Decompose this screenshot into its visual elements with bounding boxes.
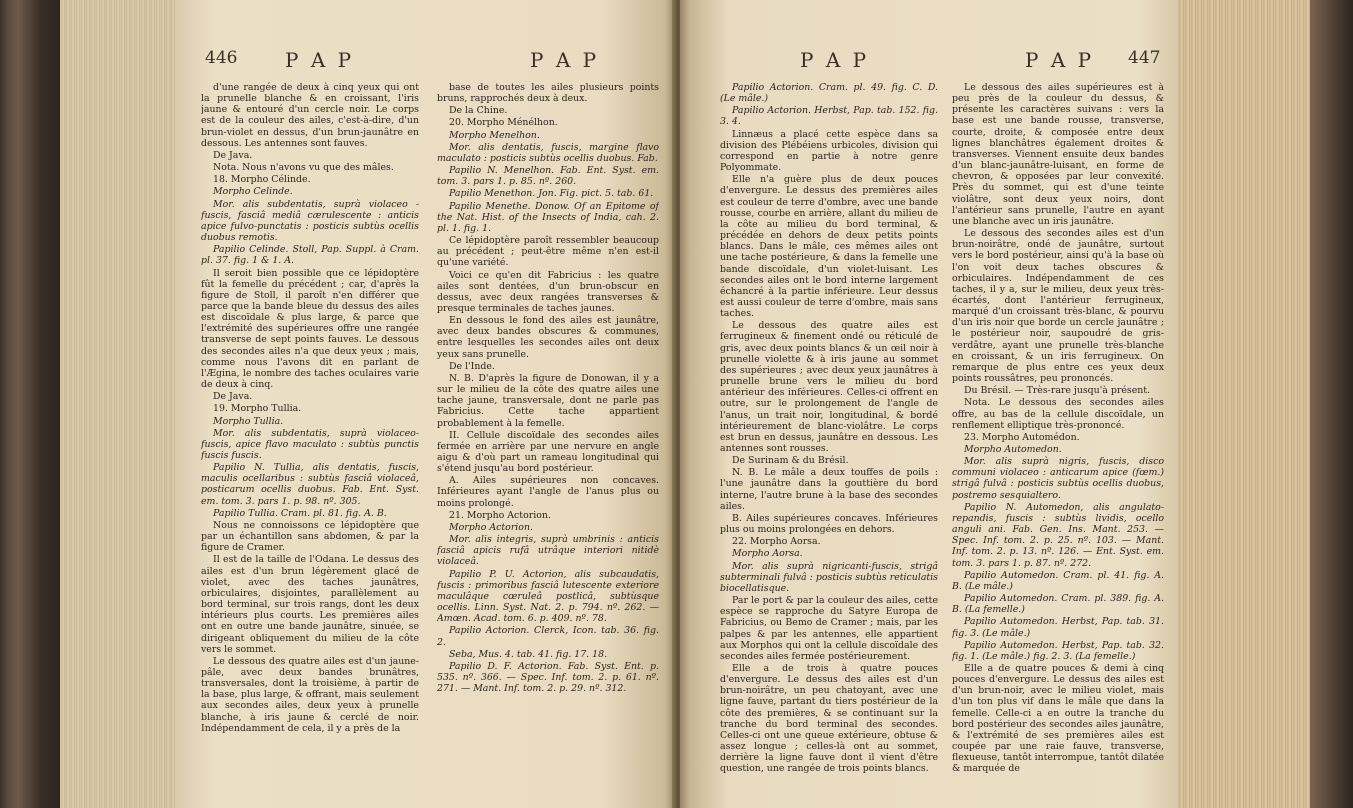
paragraph: Seba, Mus. 4. tab. 41. fig. 17. 18. xyxy=(449,648,608,660)
paragraph: Le dessous des ailes supérieures est à peu près de la couleur du dessus, & présente les caractères suivans : vers la base est une bande rousse, transverse, courte, droite, & composée entre deux lignes blanchâtres également droites & transverses. Viennent ensuite deux bandes d'un blanc-jaunâtre-luisant, en forme de chevron, & opposées par leur convexité. Près du sommet, qui est d'une teinte violâtre, sont deux yeux noirs, dont l'antérieur sans prunelle, l'autre en ayant une blanche avec un iris jaunâtre. xyxy=(952,82,1164,227)
right-page-column-2 xyxy=(952,82,1164,794)
paragraph: Papilio Tullia. Cram. pl. 81. fig. A. B. xyxy=(213,507,387,519)
paragraph: Papilio Automedon. Cram. pl. 389. fig. A. B. (La femelle.) xyxy=(952,593,1164,616)
paragraph: 19. Morpho Tullia. xyxy=(213,403,302,415)
paragraph: 23. Morpho Automédon. xyxy=(964,431,1080,443)
paragraph: Papilio P. U. Actorion, alis subcaudatis, fuscis : primoribus fasciâ lutescente exteriore maculâque cœruleâ postlicâ, subtùsque ocellis. Linn. Syst. Nat. 2. p. 794. nº. 262. — Amœn. Acad. tom. 6. p. 409. nº. 78. xyxy=(437,568,659,625)
paragraph: base de toutes les ailes plusieurs points bruns, rapprochés deux à deux. xyxy=(437,82,659,105)
paragraph: N. B. Le mâle a deux touffes de poils : l'une jaunâtre dans la gouttière du bord interne, l'autre brune à la base des secondes ailes. xyxy=(720,467,938,512)
paragraph: Nota. Nous n'avons vu que des mâles. xyxy=(213,162,394,174)
left-page-column-2 xyxy=(437,82,659,794)
left-page-column-1 xyxy=(201,82,419,794)
paragraph: De Java. xyxy=(213,391,253,403)
paragraph: Nota. Le dessous des secondes ailes offre, au bas de la cellule discoïdale, un renflement elliptique très-prononcé. xyxy=(952,397,1164,431)
paragraph: Mor. alis subdentatis, suprà violaceo-fuscis, apice flavo maculato : subtùs punctis fuscis fuscis. xyxy=(201,427,419,461)
paragraph: II. Cellule discoïdale des secondes ailes fermée en arrière par une nervure en angle aigu & d'où part un rameau longitudinal qui s'étend jusqu'au bord postérieur. xyxy=(437,429,659,475)
paragraph: Morpho Actorion. xyxy=(449,521,533,533)
paragraph: Nous ne connoissons ce lépidoptère que par un échantillon sans abdomen, & par la figure de Cramer. xyxy=(201,519,419,554)
paragraph: Morpho Aorsa. xyxy=(732,548,803,560)
paragraph: Ce lépidoptère paroît ressembler beaucoup au précédent ; peut-être même n'en est-il qu'une variété. xyxy=(437,235,659,269)
paragraph: 22. Morpho Aorsa. xyxy=(732,536,821,548)
paragraph: Mor. alis suprà nigris, fuscis, disco communi violaceo : anticarum apice (fœm.) strigâ fulvâ : posticis subtùs ocellis duobus, postremo sesquialtero. xyxy=(952,456,1164,501)
paragraph: Mor. alis subdentatis, suprà violaceo - fuscis, fasciâ mediâ cærulescente : anticis apice fulvo-punctatis : posticis subtùs ocellis duobus remotis. xyxy=(201,198,419,244)
paragraph: Le dessous des quatre ailes est ferrugineux & finement ondé ou réticulé de gris, avec deux points blancs & un œil noir à prunelle violette & à iris jaune au sommet des supérieures ; avec deux yeux jaunâtres à prunelle brune vers le milieu du bord antérieur des inférieures. Celles-ci offrent en outre, sur le prolongement de l'angle de l'anus, un trait noir, longitudinal, & bordé intérieurement de blanc-violâtre. Le corps est brun en dessus, jaunâtre en dessous. Les antennes sont rousses. xyxy=(720,320,938,454)
paragraph: De l'Inde. xyxy=(449,360,495,372)
running-head-left-2: P A P xyxy=(530,48,600,72)
paragraph: Du Brésil. — Très-rare jusqu'à présent. xyxy=(964,385,1151,397)
paragraph: Papilio Automedon. Herbst, Pap. tab. 32. fig. 1. (Le mâle.) fig. 2. 3. (La femelle.) xyxy=(952,639,1164,662)
paragraph: Morpho Automedon. xyxy=(964,444,1062,455)
paragraph: N. B. D'après la figure de Donowan, il y a sur le milieu de la côte des quatre ailes une tache jaune, transversale, dont ne parle pas Fabricius. Cette tache appartient probablement à la femelle. xyxy=(437,372,659,429)
paragraph: Papilio Actorion. Herbst, Pap. tab. 152. fig. 3. 4. xyxy=(720,105,938,128)
right-cover xyxy=(1310,0,1353,808)
paragraph: Elle a de trois à quatre pouces d'envergure. Le dessus des ailes est d'un brun-noirâtre, un peu chatoyant, avec une ligne fauve, partant du tiers postérieur de la côte des premières, & se continuant sur la tranche du bord terminal des secondes. Celles-ci ont une queue extérieure, obtuse & assez longue ; celles-là ont au sommet, derrière la ligne fauve dont il vient d'être question, une rangée de trois points blancs. xyxy=(720,662,938,775)
paragraph: De Java. xyxy=(213,149,253,161)
paragraph: B. Ailes supérieures concaves. Inférieures plus ou moins prolongées en dehors. xyxy=(720,512,938,536)
paragraph: Morpho Menelhon. xyxy=(449,129,540,141)
paragraph: Papilio Menethon. Jon. Fig. pict. 5. tab. 61. xyxy=(449,188,654,200)
paragraph: Papilio Actorion. Clerck, Icon. tab. 36. fig. 2. xyxy=(437,625,659,648)
paragraph: d'une rangée de deux à cinq yeux qui ont la prunelle blanche & en croissant, l'iris jaune & entouré d'un cercle noir. Le corps est de la couleur des ailes, c'est-à-dire, d'un brun-violet en dessus, d'un brun-jaunâtre en dessous. Les antennes sont fauves. xyxy=(201,82,419,149)
page-number-left: 446 xyxy=(205,48,238,68)
paragraph: Papilio Celinde. Stoll, Pap. Suppl. à Cram. pl. 37. fig. 1 & 1. A. xyxy=(201,244,419,267)
page-number-right: 447 xyxy=(1128,48,1161,68)
paragraph: Papilio N. Tullia, alis dentatis, fuscis, maculis ocellaribus : subtùs fasciâ violaceâ, posticarum ocellis duobus. Fab. Ent. Syst. em. tom. 3. pars 1. p. 98. nº. 305. xyxy=(201,462,419,507)
running-head-right-2: P A P xyxy=(1025,48,1095,72)
running-head-left-1: P A P xyxy=(285,48,355,72)
paragraph: 20. Morpho Ménélhon. xyxy=(449,117,558,129)
paragraph: Mor. alis suprà nigricanti-fuscis, strigâ subterminali fulvâ : posticis subtùs reticulatis biocellatisque. xyxy=(720,560,938,594)
paragraph: 21. Morpho Actorion. xyxy=(449,509,551,521)
paragraph: Le dessous des quatre ailes est d'un jaune-pâle, avec deux bandes brunâtres, transversales, dont la troisième, à partir de la base, plus large, & offrant, mais seulement aux secondes ailes, deux yeux à prunelle blanche, à iris jaune & cerclé de noir. Indépendamment de cela, il y a près de la xyxy=(201,655,419,734)
paragraph: Voici ce qu'en dit Fabricius : les quatre ailes sont dentées, d'un brun-obscur en dessus, avec deux rangées transverses & presque terminales de taches jaunes. xyxy=(437,269,659,314)
paragraph: Mor. alis dentatis, fuscis, margine flavo maculato : posticis subtùs ocellis duobus. Fab. xyxy=(437,141,659,164)
paragraph: Il est de la taille de l'Odana. Le dessus des ailes est d'un brun légèrement glacé de violet, avec des taches jaunâtres, orbiculaires, disjointes, parallèlement au bord terminal, sur trois rangs, dont les deux intérieurs plus courts. Les premières ailes ont en outre une bande jaunâtre, sinuée, se dirigeant obliquement du milieu de la côte vers le sommet. xyxy=(201,554,419,655)
paragraph: Papilio Automedon. Cram. pl. 41. fig. A. B. (Le mâle.) xyxy=(952,569,1164,592)
paragraph: 18. Morpho Célinde. xyxy=(213,174,311,186)
left-page-edges xyxy=(60,0,175,808)
paragraph: De la Chine. xyxy=(449,105,508,117)
running-head-right-1: P A P xyxy=(800,48,870,72)
paragraph: Papilio Actorion. Cram. pl. 49. fig. C. D. (Le mâle.) xyxy=(720,82,938,105)
paragraph: Elle a de quatre pouces & demi à cinq pouces d'envergure. Le dessus des ailes est d'un brun-noir, avec le milieu violet, mais d'un ton plus vif dans le mâle que dans la femelle. Celle-ci a en outre la tranche du bord postérieur des secondes ailes jaunâtre, & l'extrémité de ses premières ailes est coupée par une raie fauve, transverse, flexueuse, tantôt interrompue, tantôt dilatée & marquée de xyxy=(952,662,1164,775)
paragraph: Morpho Tullia. xyxy=(213,415,284,427)
paragraph: Le dessous des secondes ailes est d'un brun-noirâtre, ondé de jaunâtre, surtout vers le bord postérieur, ainsi qu'à la base où l'on voit deux taches obscures & orbiculaires. Indépendamment de ces taches, il y a, sur le milieu, deux yeux très-écartés, dont l'antérieur ferrugineux, marqué d'un croissant très-blanc, & pourvu d'un iris noir que borde un cercle jaunâtre ; le postérieur noir, saupoudré de gris-verdâtre, ayant une prunelle très-blanche en croissant, & un iris ferrugineux. On remarque de plus entre ces yeux deux points roussâtres, peu prononcés. xyxy=(952,228,1164,385)
paragraph: A. Ailes supérieures non concaves. Inférieures ayant l'angle de l'anus plus ou moins prolongé. xyxy=(437,475,659,509)
paragraph: En dessous le fond des ailes est jaunâtre, avec deux bandes obscures & communes, entre lesquelles les secondes ailes ont deux yeux sans prunelle. xyxy=(437,315,659,360)
paragraph: De Surinam & du Brésil. xyxy=(732,455,849,467)
paragraph: Papilio Automedon. Herbst, Pap. tab. 31. fig. 3. (Le mâle.) xyxy=(952,616,1164,639)
paragraph: Papilio N. Menelhon. Fab. Ent. Syst. em. tom. 3. pars 1. p. 85. nº. 260. xyxy=(437,165,659,188)
left-page xyxy=(175,0,675,808)
paragraph: Papilio Menethe. Donow. Of an Epitome of the Nat. Hist. of the Insects of India, cah. 2. pl. 1. fig. 1. xyxy=(437,200,659,234)
right-page xyxy=(680,0,1178,808)
paragraph: Par le port & par la couleur des ailes, cette espèce se rapproche du Satyre Europa de Fabricius, ou Bemo de Cramer ; mais, par les palpes & par les antennes, elle appartient aux Morphos qui ont la cellule discoïdale des secondes ailes fermée postérieurement. xyxy=(720,595,938,662)
paragraph: Elle n'a guère plus de deux pouces d'envergure. Le dessus des premières ailes est couleur de terre d'ombre, avec une bande rousse, courbe en arrière, allant du milieu de la côte au milieu du bord terminal, & précédée en dehors de deux petits points blancs. Dans le mâle, ces mêmes ailes ont une tache postérieure, & dans la femelle une bande discoïdale, d'un violet-luisant. Les secondes ailes ont le bord interne largement échancré à la partie inférieure. Leur dessus est aussi couleur de terre d'ombre, mais sans taches. xyxy=(720,174,938,320)
paragraph: Papilio N. Automedon, alis angulato-repandis, fuscis : subtùs lividis, ocello anguli ani. Fab. Gen. Ins. Mant. 253. — Spec. Inf. tom. 2. p. 25. nº. 103. — Mant. Inf. tom. 2. p. 13. nº. 126. — Ent. Syst. em. tom. 3. pars 1. p. 87. nº. 272. xyxy=(952,501,1164,569)
paragraph: Papilio D. F. Actorion. Fab. Syst. Ent. p. 535. nº. 366. — Spec. Inf. tom. 2. p. 61. nº. 271. — Mant. Inf. tom. 2. p. 29. nº. 312. xyxy=(437,660,659,695)
paragraph: Morpho Celinde. xyxy=(213,186,293,198)
paragraph: Il seroit bien possible que ce lépidoptère fût la femelle du précédent ; car, d'après la figure de Stoll, il paroît n'en différer que parce que la bande bleue du dessus des ailes est discoïdale & plus large, & parce que l'extrémité des supérieures offre une rangée transverse de sept points fauves. Le dessous des secondes ailes n'a que deux yeux ; mais, comme nous l'avons dit en parlant de l'Ægina, le nombre des taches oculaires varie de deux à cinq. xyxy=(201,267,419,391)
paragraph: Linnæus a placé cette espèce dans sa division des Plébéiens urbicoles, division qui correspond en partie à notre genre Polyommate. xyxy=(720,128,938,174)
right-page-column-1 xyxy=(720,82,938,794)
paragraph: Mor. alis integris, suprà umbrinis : anticis fasciâ apicis rufâ utrâque interiori nitidè violaceâ. xyxy=(437,534,659,568)
